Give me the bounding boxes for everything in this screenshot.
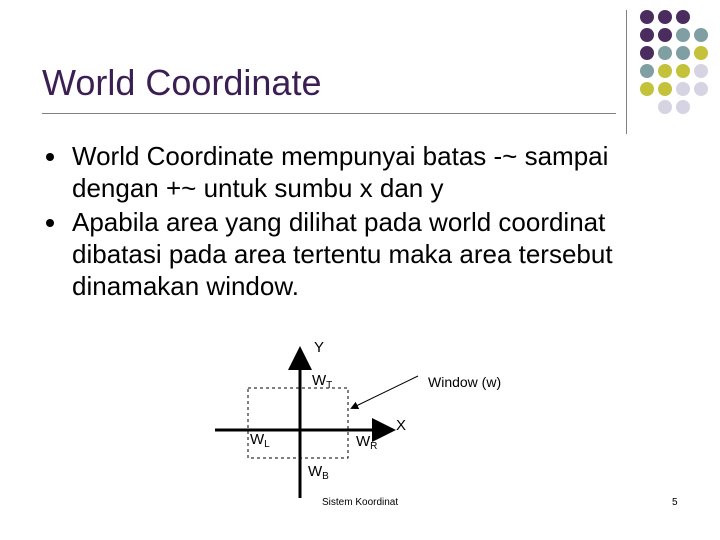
bullet-marker: [46, 219, 54, 227]
dot-purple: [658, 28, 672, 42]
bullet-item: [42, 206, 682, 302]
window-label: Window (w): [428, 374, 502, 390]
footer-text: Sistem Koordinat: [322, 497, 399, 508]
x-axis-label: X: [396, 417, 407, 434]
dot-purple: [658, 10, 672, 24]
title-divider: [42, 113, 616, 114]
bullet-item: [42, 140, 682, 204]
dot-purple: [676, 10, 690, 24]
dot-olive: [676, 64, 690, 78]
vertical-divider: [626, 10, 627, 134]
dot-lavender: [658, 100, 672, 114]
dot-teal: [676, 28, 690, 42]
y-axis-label: Y: [314, 339, 325, 356]
dot-teal: [676, 46, 690, 60]
dot-lavender: [676, 100, 690, 114]
dot-purple: [640, 28, 654, 42]
wb-label: $W_B$: [308, 463, 329, 482]
dot-olive: [694, 46, 708, 60]
wl-label: $W_L$: [250, 431, 270, 450]
dot-purple: [640, 46, 654, 60]
slide-title: World Coordinate: [42, 62, 322, 103]
dot-olive: [658, 64, 672, 78]
decorative-dot-grid: [636, 10, 720, 120]
dot-olive: [658, 82, 672, 96]
dot-purple: [640, 10, 654, 24]
dot-olive: [640, 82, 654, 96]
window-pointer-arrow: [352, 376, 418, 408]
dot-lavender: [694, 82, 708, 96]
page-number: 5: [672, 497, 678, 508]
dot-teal: [658, 46, 672, 60]
wt-label: $W_T$: [312, 372, 333, 391]
dot-lavender: [694, 64, 708, 78]
dot-teal: [694, 28, 708, 42]
bullet-marker: [46, 153, 54, 161]
bullet-text: Apabila area yang dilihat pada world coordinat dibatasi pada area tertentu maka area tersebut dinamakan window.: [72, 207, 613, 301]
dot-teal: [640, 64, 654, 78]
bullet-text: World Coordinate mempunyai batas -~ sampai dengan +~ untuk sumbu x dan y: [72, 141, 609, 203]
dot-lavender: [676, 82, 690, 96]
bullet-list: [42, 140, 682, 304]
wr-label: $W_R$: [356, 433, 378, 452]
